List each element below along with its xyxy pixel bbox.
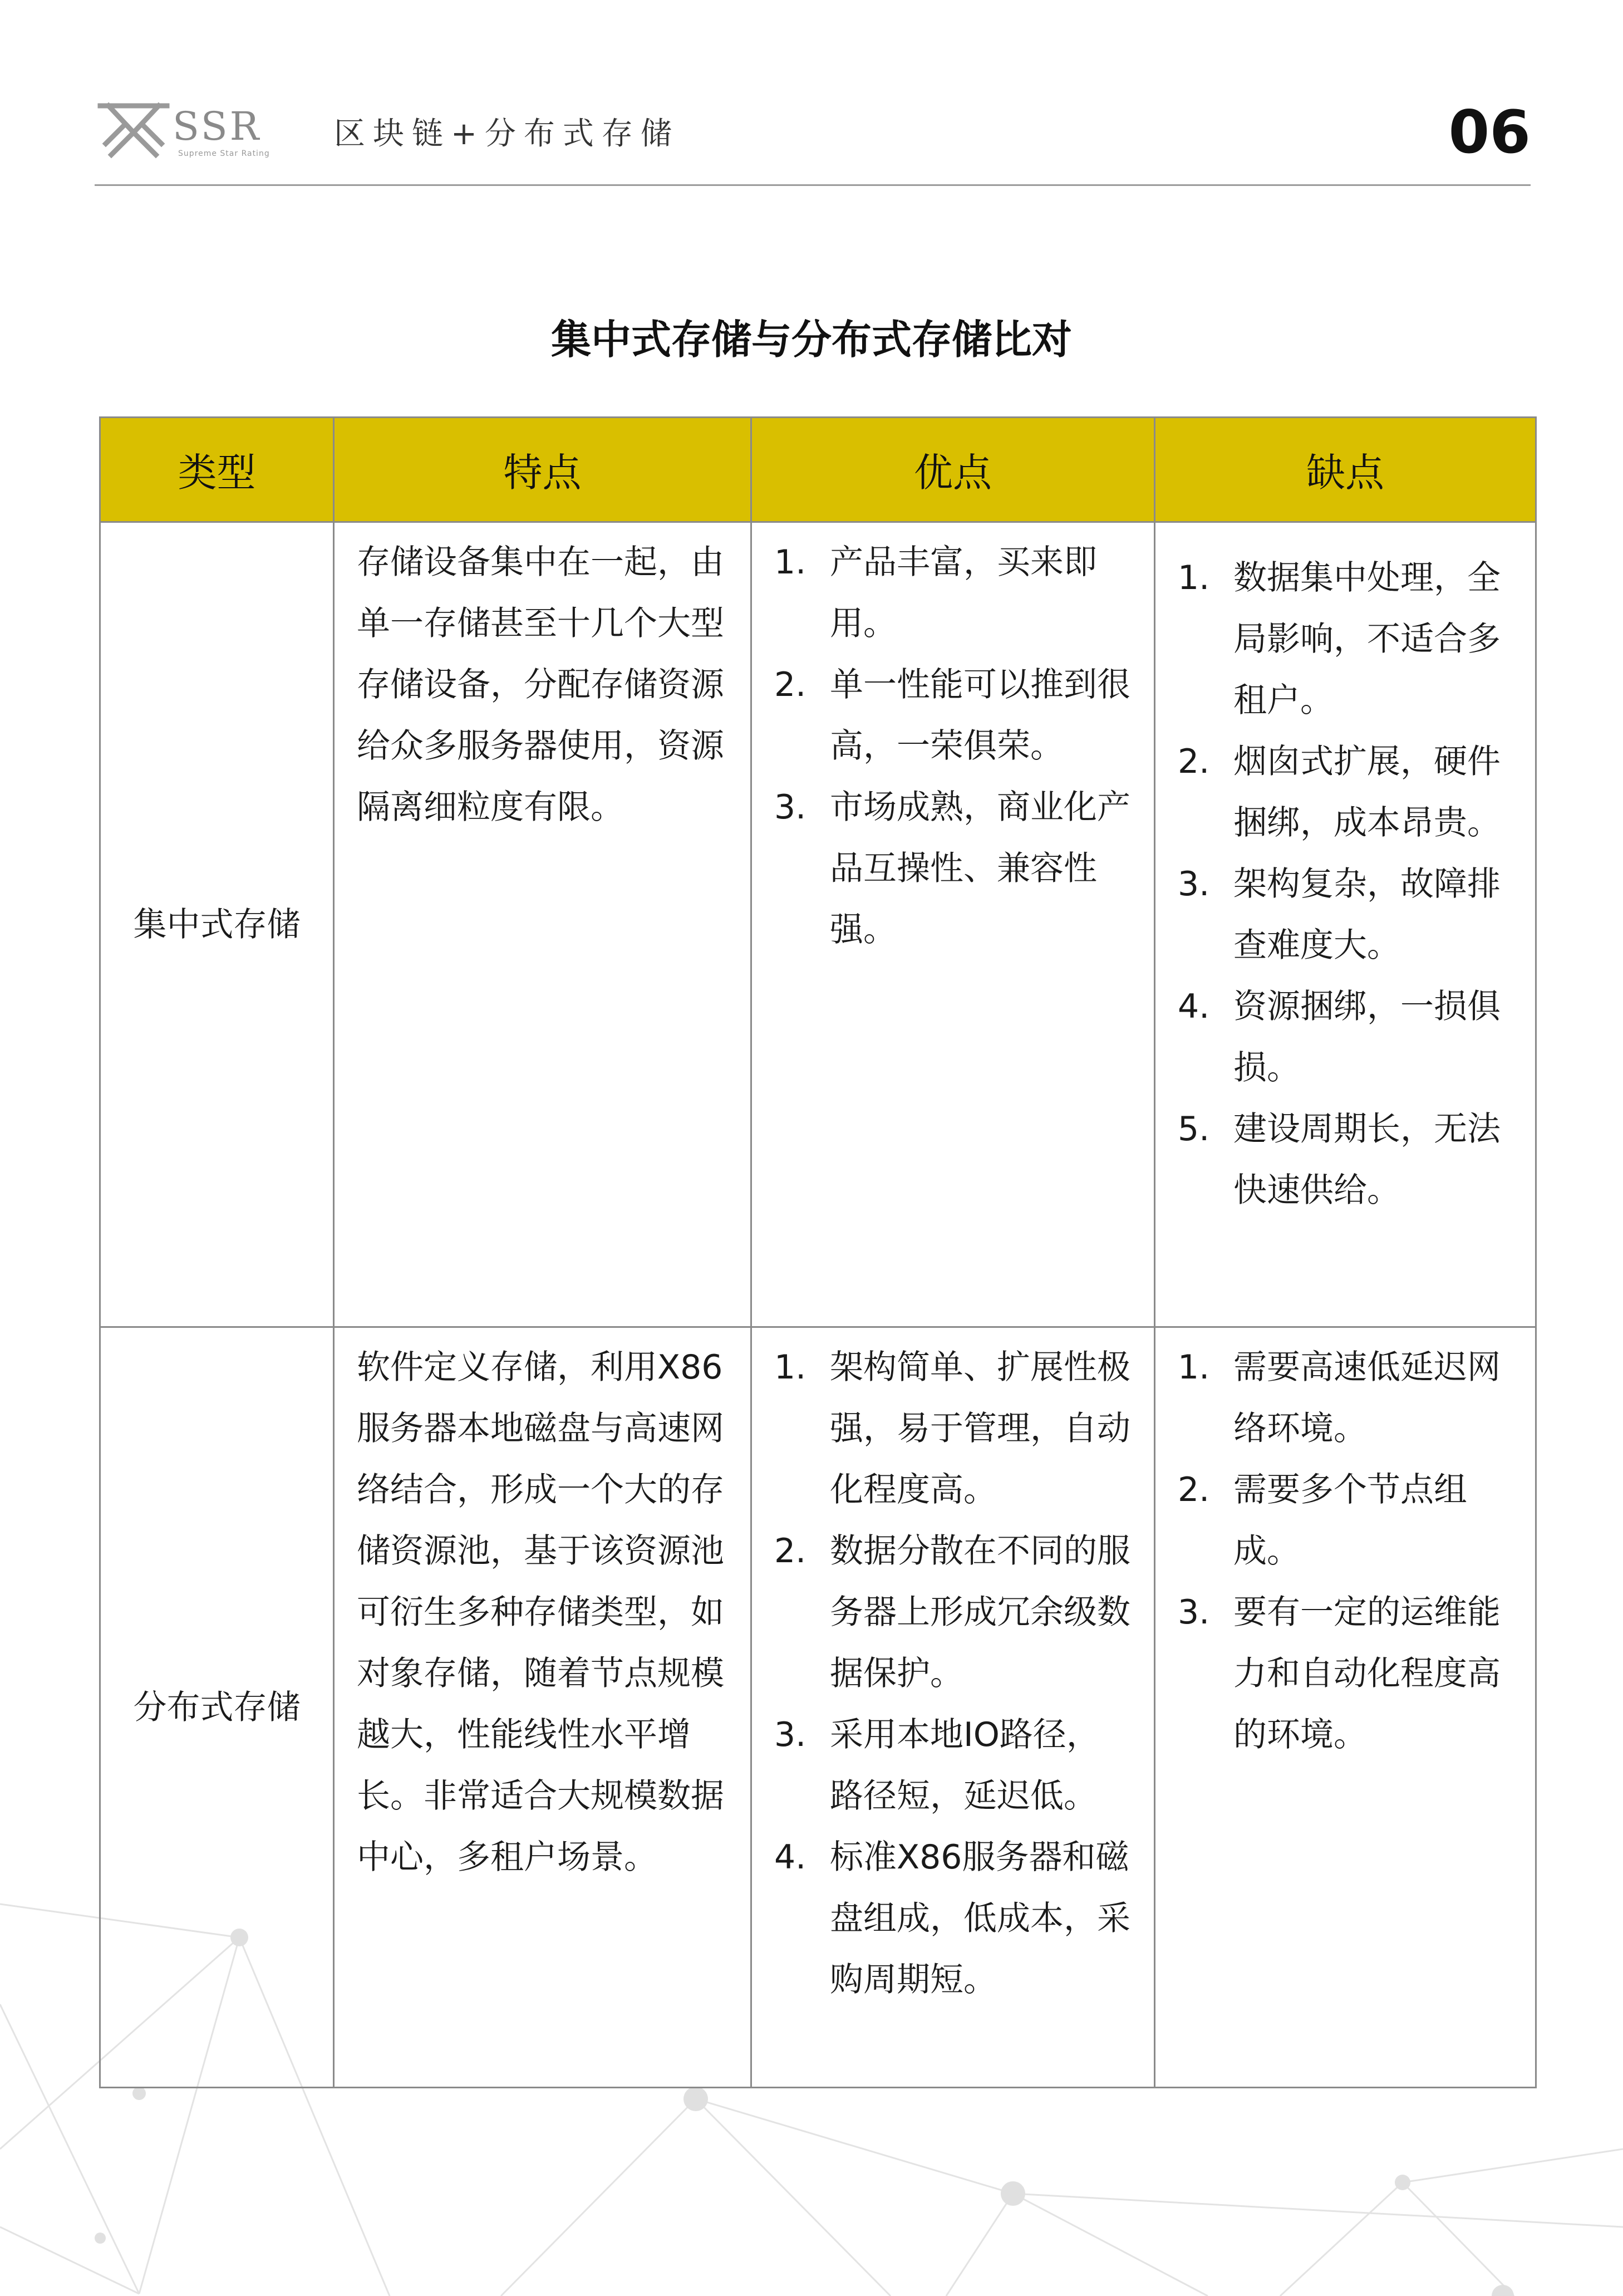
logo-subtitle: Supreme Star Rating [178, 149, 270, 158]
header-disadvantages: 缺点 [1155, 418, 1536, 522]
list-item: 1. 架构简单、扩展性极强，易于管理，自动化程度高。 [774, 1348, 1130, 1509]
features-cell: 软件定义存储，利用X86服务器本地磁盘与高速网络结合，形成一个大的存储资源池，基于该资源池可衍生多种存储类型，如对象存储，随着节点规模越大，性能线性水平增长。非常适合大规模数据中心，多租户场景。 [334, 1327, 751, 2088]
type-cell: 集中式存储 [100, 522, 334, 1327]
advantages-cell [751, 1327, 1155, 2088]
list-item: 3. 采用本地IO路径，路径短，延迟低。 [774, 1715, 1100, 1816]
table-row [100, 1327, 1536, 2088]
list-item: 4. 资源捆绑，一损俱损。 [1178, 987, 1501, 1087]
header-title: 区块链+分布式存储 [334, 116, 680, 152]
list-item: 1. 需要高速低延迟网络环境。 [1178, 1348, 1501, 1448]
disadvantages-cell [1155, 522, 1536, 1327]
list-item: 2. 烟囱式扩展，硬件捆绑，成本昂贵。 [1178, 742, 1501, 842]
list-item: 5. 建设周期长，无法快速供给。 [1178, 1110, 1501, 1210]
list-item: 2. 需要多个节点组成。 [1178, 1470, 1467, 1571]
advantages-cell [751, 522, 1155, 1327]
list-item: 1. 产品丰富，买来即用。 [774, 543, 1097, 643]
logo-text: SSR [173, 104, 262, 149]
list-item: 3. 架构复杂，故障排查难度大。 [1178, 865, 1501, 965]
list-item: 2. 数据分散在不同的服务器上形成冗余级数据保护。 [774, 1532, 1130, 1693]
comparison-table [99, 416, 1537, 2088]
list-item: 2. 单一性能可以推到很高，一荣俱荣。 [774, 665, 1130, 766]
features-cell: 存储设备集中在一起，由单一存储甚至十几个大型存储设备，分配存储资源给众多服务器使用，资源隔离细粒度有限。 [334, 522, 751, 1327]
table-row [100, 522, 1536, 1327]
document-title: 集中式存储与分布式存储比对 [550, 316, 1072, 363]
list-item: 3. 要有一定的运维能力和自动化程度高的环境。 [1178, 1593, 1501, 1754]
page-header [95, 94, 1531, 188]
list-item: 3. 市场成熟，商业化产品互操性、兼容性强。 [774, 788, 1130, 949]
list-item: 4. 标准X86服务器和磁盘组成，低成本，采购周期短。 [774, 1838, 1130, 1999]
header-features: 特点 [334, 418, 751, 522]
table-header-row [100, 418, 1536, 522]
page-number: 06 [1448, 98, 1531, 166]
header-advantages: 优点 [751, 418, 1155, 522]
type-cell: 分布式存储 [100, 1327, 334, 2088]
disadvantages-cell [1155, 1327, 1536, 2088]
list-item: 1. 数据集中处理，全局影响，不适合多租户。 [1178, 558, 1501, 720]
header-type: 类型 [100, 418, 334, 522]
header-divider [95, 184, 1531, 186]
ssr-logo-mark-icon [95, 99, 173, 160]
